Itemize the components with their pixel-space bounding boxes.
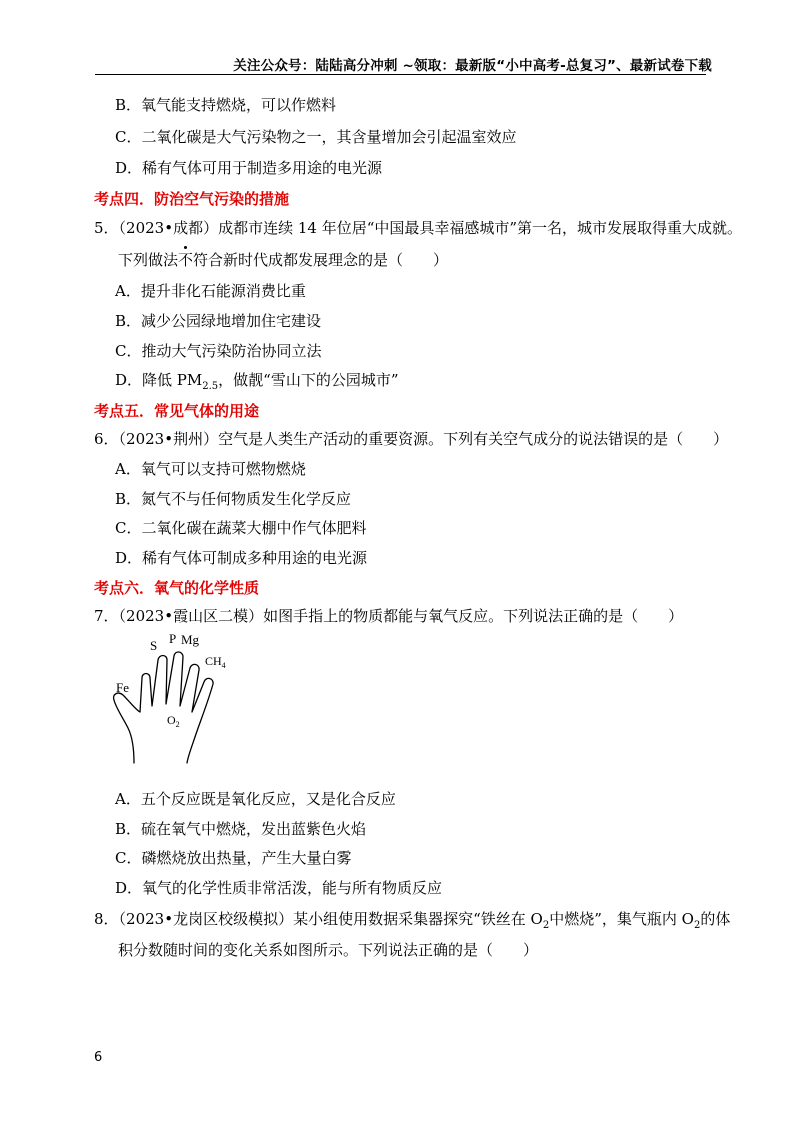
q6-option-a: A．氧气可以支持可燃物燃烧 [115, 460, 306, 478]
q7-option-b: B．硫在氧气中燃烧，发出蓝紫色火焰 [115, 820, 367, 838]
emphasis-dot: 不 [178, 251, 194, 269]
q5-stem-line1: 5．（2023•成都）成都市连续 14 年位居“中国最具幸福感城市”第一名，城市发展取得重大成就。 [94, 219, 743, 237]
q4-option-c: C．二氧化碳是大气污染物之一，其含量增加会引起温室效应 [115, 128, 517, 146]
section-heading-5: 考点五．常见气体的用途 [94, 402, 260, 420]
q7-option-c: C．磷燃烧放出热量，产生大量白雾 [115, 849, 352, 867]
label-fe: Fe [116, 680, 129, 695]
q7-option-a: A．五个反应既是氧化反应，又是化合反应 [115, 790, 396, 808]
label-s: S [150, 638, 158, 653]
q7-option-d: D．氧气的化学性质非常活泼，能与所有物质反应 [115, 879, 443, 897]
q8-stem-line1: 8．（2023•龙岗区校级模拟）某小组使用数据采集器探究“铁丝在 $O_2$中燃烧”，集气瓶内 $O_2$的体 [94, 910, 731, 931]
label-mg: Mg [181, 632, 200, 647]
label-ch4: $CH_4$ [205, 654, 226, 670]
q4-option-d: D．稀有气体可用于制造多用途的电光源 [115, 159, 383, 177]
page-number: 6 [94, 1050, 103, 1065]
q5-option-d: D．降低 $PM_{2.5}$，做靓“雪山下的公园城市” [115, 371, 399, 392]
q4-option-b: B．氧气能支持燃烧，可以作燃料 [115, 96, 337, 114]
q7-stem: 7．（2023•霞山区二模）如图手指上的物质都能与氧气反应。下列说法正确的是（ ） [94, 607, 684, 625]
hand-outline [114, 652, 213, 763]
q5-option-a: A．提升非化石能源消费比重 [115, 282, 306, 300]
q8-stem-line2: 积分数随时间的变化关系如图所示。下列说法正确的是（ ） [118, 941, 539, 959]
q6-option-d: D．稀有气体可制成多种用途的电光源 [115, 549, 368, 567]
q5-stem-line2: 下列做法不符合新时代成都发展理念的是（ ） [118, 251, 449, 269]
q6-option-b: B．氮气不与任何物质发生化学反应 [115, 490, 352, 508]
q5-option-b: B．减少公园绿地增加住宅建设 [115, 312, 322, 330]
section-heading-4: 考点四．防治空气污染的措施 [94, 190, 290, 208]
label-o2: $O_2$ [167, 713, 180, 729]
header-rule [95, 74, 706, 75]
hand-figure [108, 630, 258, 765]
label-p: P [169, 631, 177, 646]
q6-stem: 6．（2023•荆州）空气是人类生产活动的重要资源。下列有关空气成分的说法错误的是（ ） [94, 430, 729, 448]
q5-option-c: C．推动大气污染防治协同立法 [115, 342, 322, 360]
section-heading-6: 考点六．氧气的化学性质 [94, 579, 260, 597]
q6-option-c: C．二氧化碳在蔬菜大棚中作气体肥料 [115, 519, 367, 537]
page-header: 关注公众号：陆陆高分冲刺 ~领取：最新版“小中高考-总复习”、最新试卷下载 [233, 58, 712, 74]
